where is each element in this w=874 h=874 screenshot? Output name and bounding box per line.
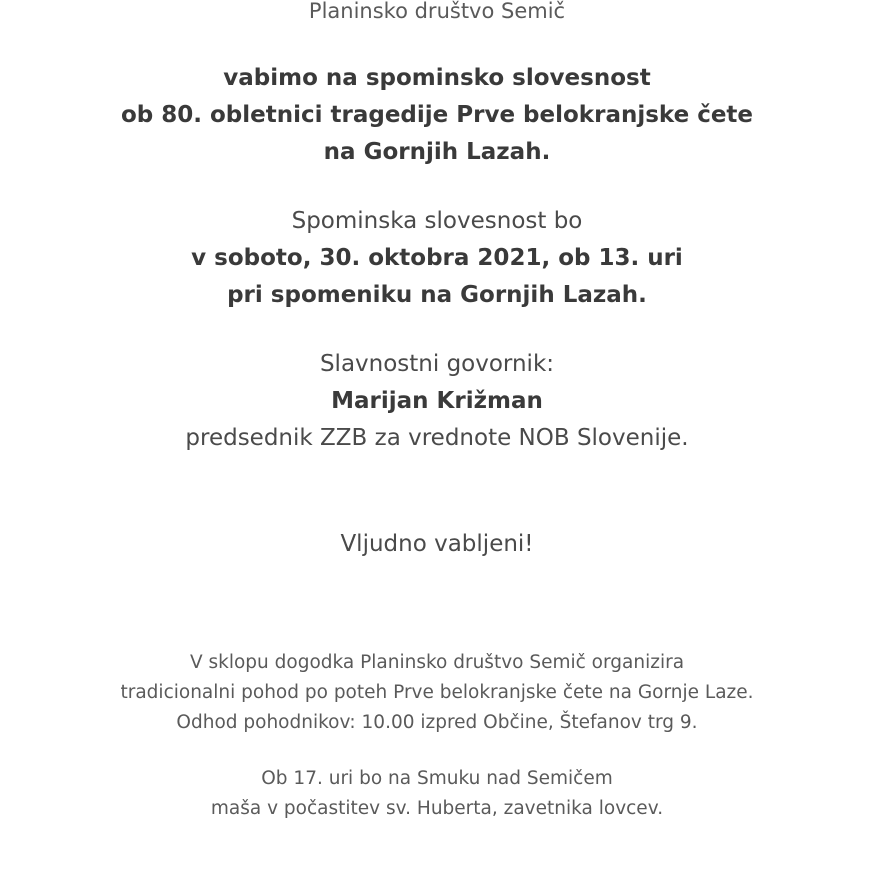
event-date-time: v soboto, 30. oktobra 2021, ob 13. uri — [191, 245, 683, 271]
event-intro: Spominska slovesnost bo — [291, 208, 583, 234]
speaker-label: Slavnostni govornik: — [319, 351, 555, 377]
invitation-line-3: na Gornjih Lazah. — [323, 139, 551, 165]
speaker-name: Marijan Križman — [331, 388, 543, 414]
notes-line-3: Odhod pohodnikov: 10.00 izpred Občine, Štefanov trg 9. — [176, 712, 698, 733]
invitation-line-1: vabimo na spominsko slovesnost — [223, 65, 651, 91]
notes-line-1: V sklopu dogodka Planinsko društvo Semič organizira — [189, 652, 685, 673]
invitation-line-2: ob 80. obletnici tragedije Prve belokranjske čete — [120, 102, 754, 128]
speaker-title: predsednik ZZB za vrednote NOB Slovenije. — [185, 425, 689, 451]
closing-greeting: Vljudno vabljeni! — [340, 531, 534, 557]
organizer-header: Planinsko društvo Semič — [308, 0, 566, 23]
notes-line-4: Ob 17. uri bo na Smuku nad Semičem — [261, 768, 613, 789]
notes-line-2: tradicionalni pohod po poteh Prve belokranjske čete na Gornje Laze. — [120, 682, 754, 703]
notes-line-5: maša v počastitev sv. Huberta, zavetnika lovcev. — [210, 798, 664, 819]
event-location: pri spomeniku na Gornjih Lazah. — [227, 282, 647, 308]
